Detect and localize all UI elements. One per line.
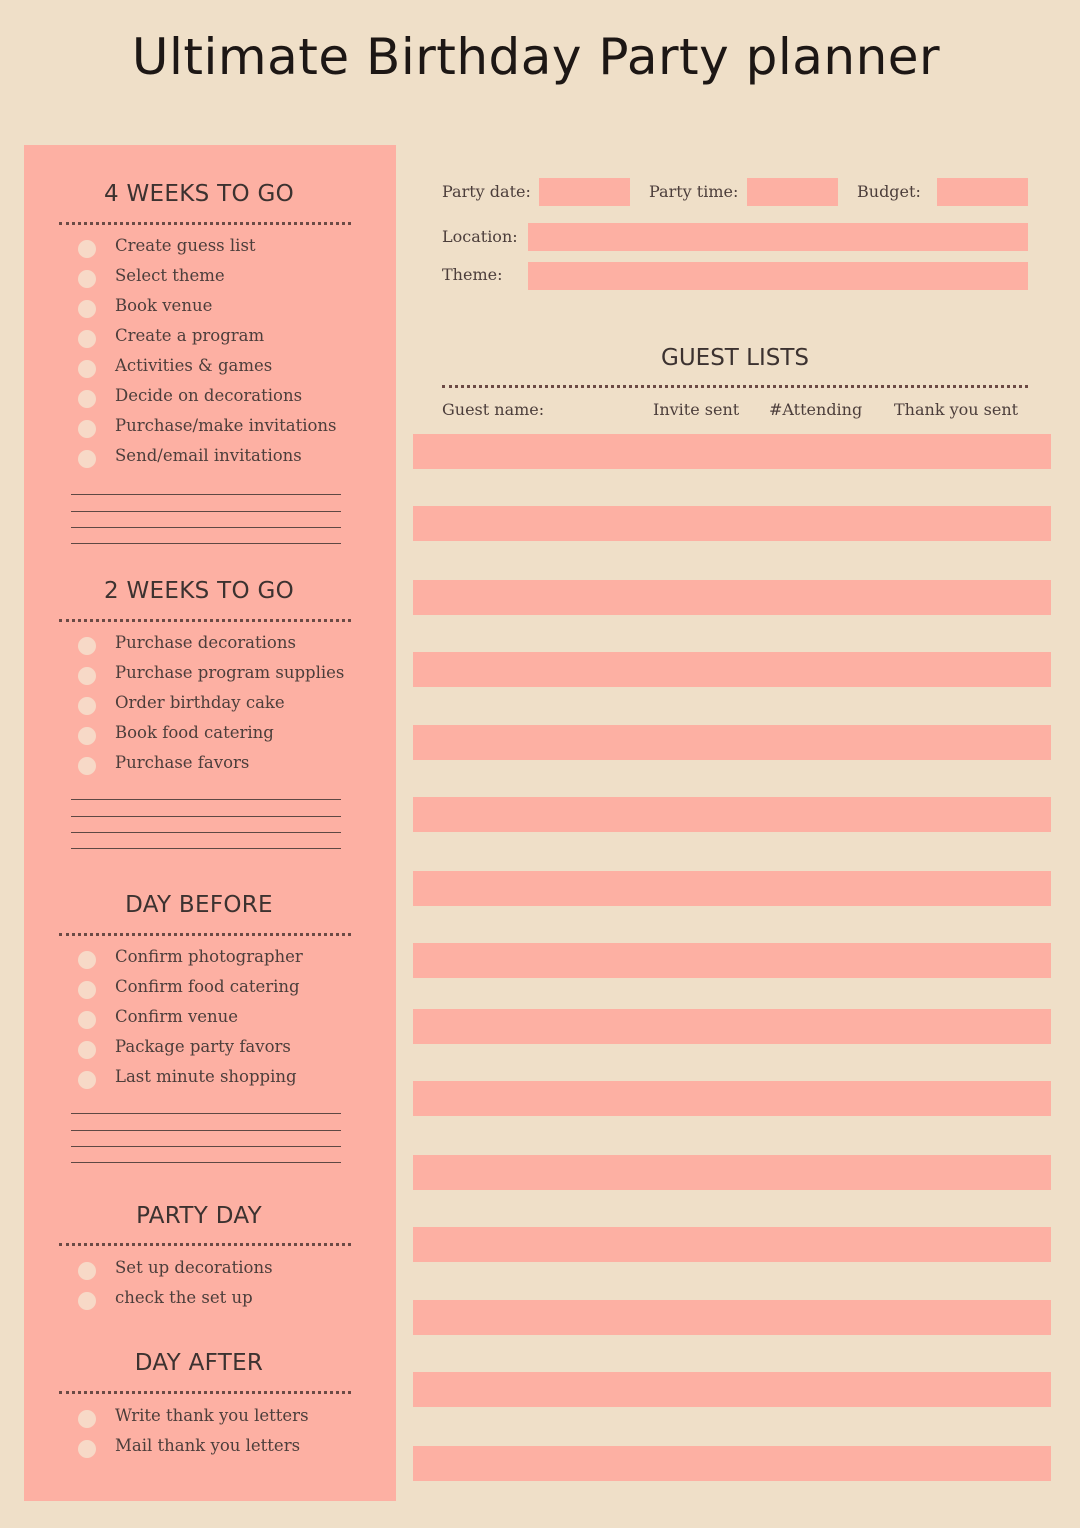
theme-label: Theme: <box>442 265 503 284</box>
checklist-item[interactable] <box>24 947 396 977</box>
item-label: Decide on decorations <box>115 386 303 405</box>
item-label: Set up decorations <box>115 1258 273 1277</box>
item-label: Mail thank you letters <box>115 1436 301 1455</box>
item-label: Write thank you letters <box>115 1406 309 1425</box>
note-line[interactable] <box>71 511 341 512</box>
party-date-field[interactable] <box>539 178 630 206</box>
checklist-item[interactable] <box>24 663 396 693</box>
checkbox-circle[interactable] <box>78 757 96 775</box>
checklist-item[interactable] <box>24 296 396 326</box>
checklist-item[interactable] <box>24 416 396 446</box>
note-line[interactable] <box>71 1162 341 1163</box>
checkbox-circle[interactable] <box>78 1292 96 1310</box>
guest-row[interactable] <box>413 1081 1051 1116</box>
section-title: PARTY DAY <box>136 1203 262 1229</box>
checklist-item[interactable] <box>24 693 396 723</box>
guest-row[interactable] <box>413 1300 1051 1335</box>
item-label: Send/email invitations <box>115 446 302 465</box>
checkbox-circle[interactable] <box>78 300 96 318</box>
guest-row[interactable] <box>413 434 1051 469</box>
note-line[interactable] <box>71 1146 341 1147</box>
dotted-divider <box>442 385 1028 388</box>
checkbox-circle[interactable] <box>78 1410 96 1428</box>
item-label: Book venue <box>115 296 213 315</box>
checklist-item[interactable] <box>24 326 396 356</box>
note-line[interactable] <box>71 832 341 833</box>
checkbox-circle[interactable] <box>78 1041 96 1059</box>
page-title: Ultimate Birthday Party planner <box>131 28 941 86</box>
guest-row[interactable] <box>413 1227 1051 1262</box>
party-time-label: Party time: <box>649 182 739 201</box>
guest-row[interactable] <box>413 506 1051 541</box>
item-label: Create guess list <box>115 236 256 255</box>
guest-row[interactable] <box>413 725 1051 760</box>
item-label: Purchase favors <box>115 753 250 772</box>
item-label: Confirm venue <box>115 1007 239 1026</box>
note-line[interactable] <box>71 1130 341 1131</box>
checklist-item[interactable] <box>24 753 396 783</box>
checkbox-circle[interactable] <box>78 727 96 745</box>
checklist-item[interactable] <box>24 1436 396 1466</box>
checkbox-circle[interactable] <box>78 1011 96 1029</box>
note-line[interactable] <box>71 1113 341 1114</box>
note-line[interactable] <box>71 527 341 528</box>
col-invite-sent: Invite sent <box>653 400 740 419</box>
dotted-divider <box>59 1243 351 1246</box>
item-label: Confirm photographer <box>115 947 303 966</box>
party-date-label: Party date: <box>442 182 531 201</box>
guest-row[interactable] <box>413 797 1051 832</box>
item-label: Purchase/make invitations <box>115 416 337 435</box>
note-line[interactable] <box>71 543 341 544</box>
checklist-item[interactable] <box>24 723 396 753</box>
section-title: 4 WEEKS TO GO <box>103 181 295 207</box>
guest-row[interactable] <box>413 580 1051 615</box>
checklist-item[interactable] <box>24 386 396 416</box>
checkbox-circle[interactable] <box>78 1262 96 1280</box>
checklist-item[interactable] <box>24 1037 396 1067</box>
dotted-divider <box>59 619 351 622</box>
checklist-item[interactable] <box>24 1406 396 1436</box>
item-label: Confirm food catering <box>115 977 300 996</box>
guest-row[interactable] <box>413 1009 1051 1044</box>
checkbox-circle[interactable] <box>78 951 96 969</box>
col-thank-you-sent: Thank you sent <box>894 400 1019 419</box>
checkbox-circle[interactable] <box>78 637 96 655</box>
checklist-item[interactable] <box>24 266 396 296</box>
checkbox-circle[interactable] <box>78 420 96 438</box>
checkbox-circle[interactable] <box>78 390 96 408</box>
item-label: Purchase program supplies <box>115 663 345 682</box>
checklist-item[interactable] <box>24 1288 396 1318</box>
checkbox-circle[interactable] <box>78 667 96 685</box>
item-label: Create a program <box>115 326 265 345</box>
checkbox-circle[interactable] <box>78 450 96 468</box>
dotted-divider <box>59 933 351 936</box>
guest-row[interactable] <box>413 652 1051 687</box>
checklist-panel <box>24 145 396 1501</box>
item-label: Order birthday cake <box>115 693 285 712</box>
note-line[interactable] <box>71 494 341 495</box>
budget-field[interactable] <box>937 178 1028 206</box>
col-guest-name: Guest name: <box>442 400 545 419</box>
item-label: Book food catering <box>115 723 274 742</box>
checkbox-circle[interactable] <box>78 1440 96 1458</box>
checklist-item[interactable] <box>24 977 396 1007</box>
checklist-item[interactable] <box>24 356 396 386</box>
theme-field[interactable] <box>528 262 1028 290</box>
note-line[interactable] <box>71 816 341 817</box>
note-line[interactable] <box>71 848 341 849</box>
checklist-item[interactable] <box>24 446 396 476</box>
dotted-divider <box>59 1391 351 1394</box>
checkbox-circle[interactable] <box>78 270 96 288</box>
item-label: Last minute shopping <box>115 1067 297 1086</box>
guest-list-title: GUEST LISTS <box>661 345 809 371</box>
checklist-item[interactable] <box>24 1258 396 1288</box>
checkbox-circle[interactable] <box>78 360 96 378</box>
checklist-item[interactable] <box>24 1007 396 1037</box>
guest-row[interactable] <box>413 1155 1051 1190</box>
dotted-divider <box>59 222 351 225</box>
item-label: Activities & games <box>115 356 273 375</box>
location-label: Location: <box>442 227 518 246</box>
checkbox-circle[interactable] <box>78 240 96 258</box>
party-time-field[interactable] <box>747 178 838 206</box>
location-field[interactable] <box>528 223 1028 251</box>
checkbox-circle[interactable] <box>78 981 96 999</box>
checkbox-circle[interactable] <box>78 330 96 348</box>
section-title: DAY AFTER <box>134 1350 264 1376</box>
guest-row[interactable] <box>413 871 1051 906</box>
checkbox-circle[interactable] <box>78 1071 96 1089</box>
item-label: Package party favors <box>115 1037 291 1056</box>
checkbox-circle[interactable] <box>78 697 96 715</box>
item-label: Select theme <box>115 266 225 285</box>
guest-row[interactable] <box>413 943 1051 978</box>
note-line[interactable] <box>71 799 341 800</box>
item-label: Purchase decorations <box>115 633 296 652</box>
section-title: DAY BEFORE <box>125 892 273 918</box>
guest-row[interactable] <box>413 1446 1051 1481</box>
checklist-item[interactable] <box>24 236 396 266</box>
checklist-item[interactable] <box>24 1067 396 1097</box>
section-title: 2 WEEKS TO GO <box>103 578 295 604</box>
checklist-item[interactable] <box>24 633 396 663</box>
guest-row[interactable] <box>413 1372 1051 1407</box>
item-label: check the set up <box>115 1288 253 1307</box>
col-attending: #Attending <box>769 400 863 419</box>
budget-label: Budget: <box>857 182 921 201</box>
